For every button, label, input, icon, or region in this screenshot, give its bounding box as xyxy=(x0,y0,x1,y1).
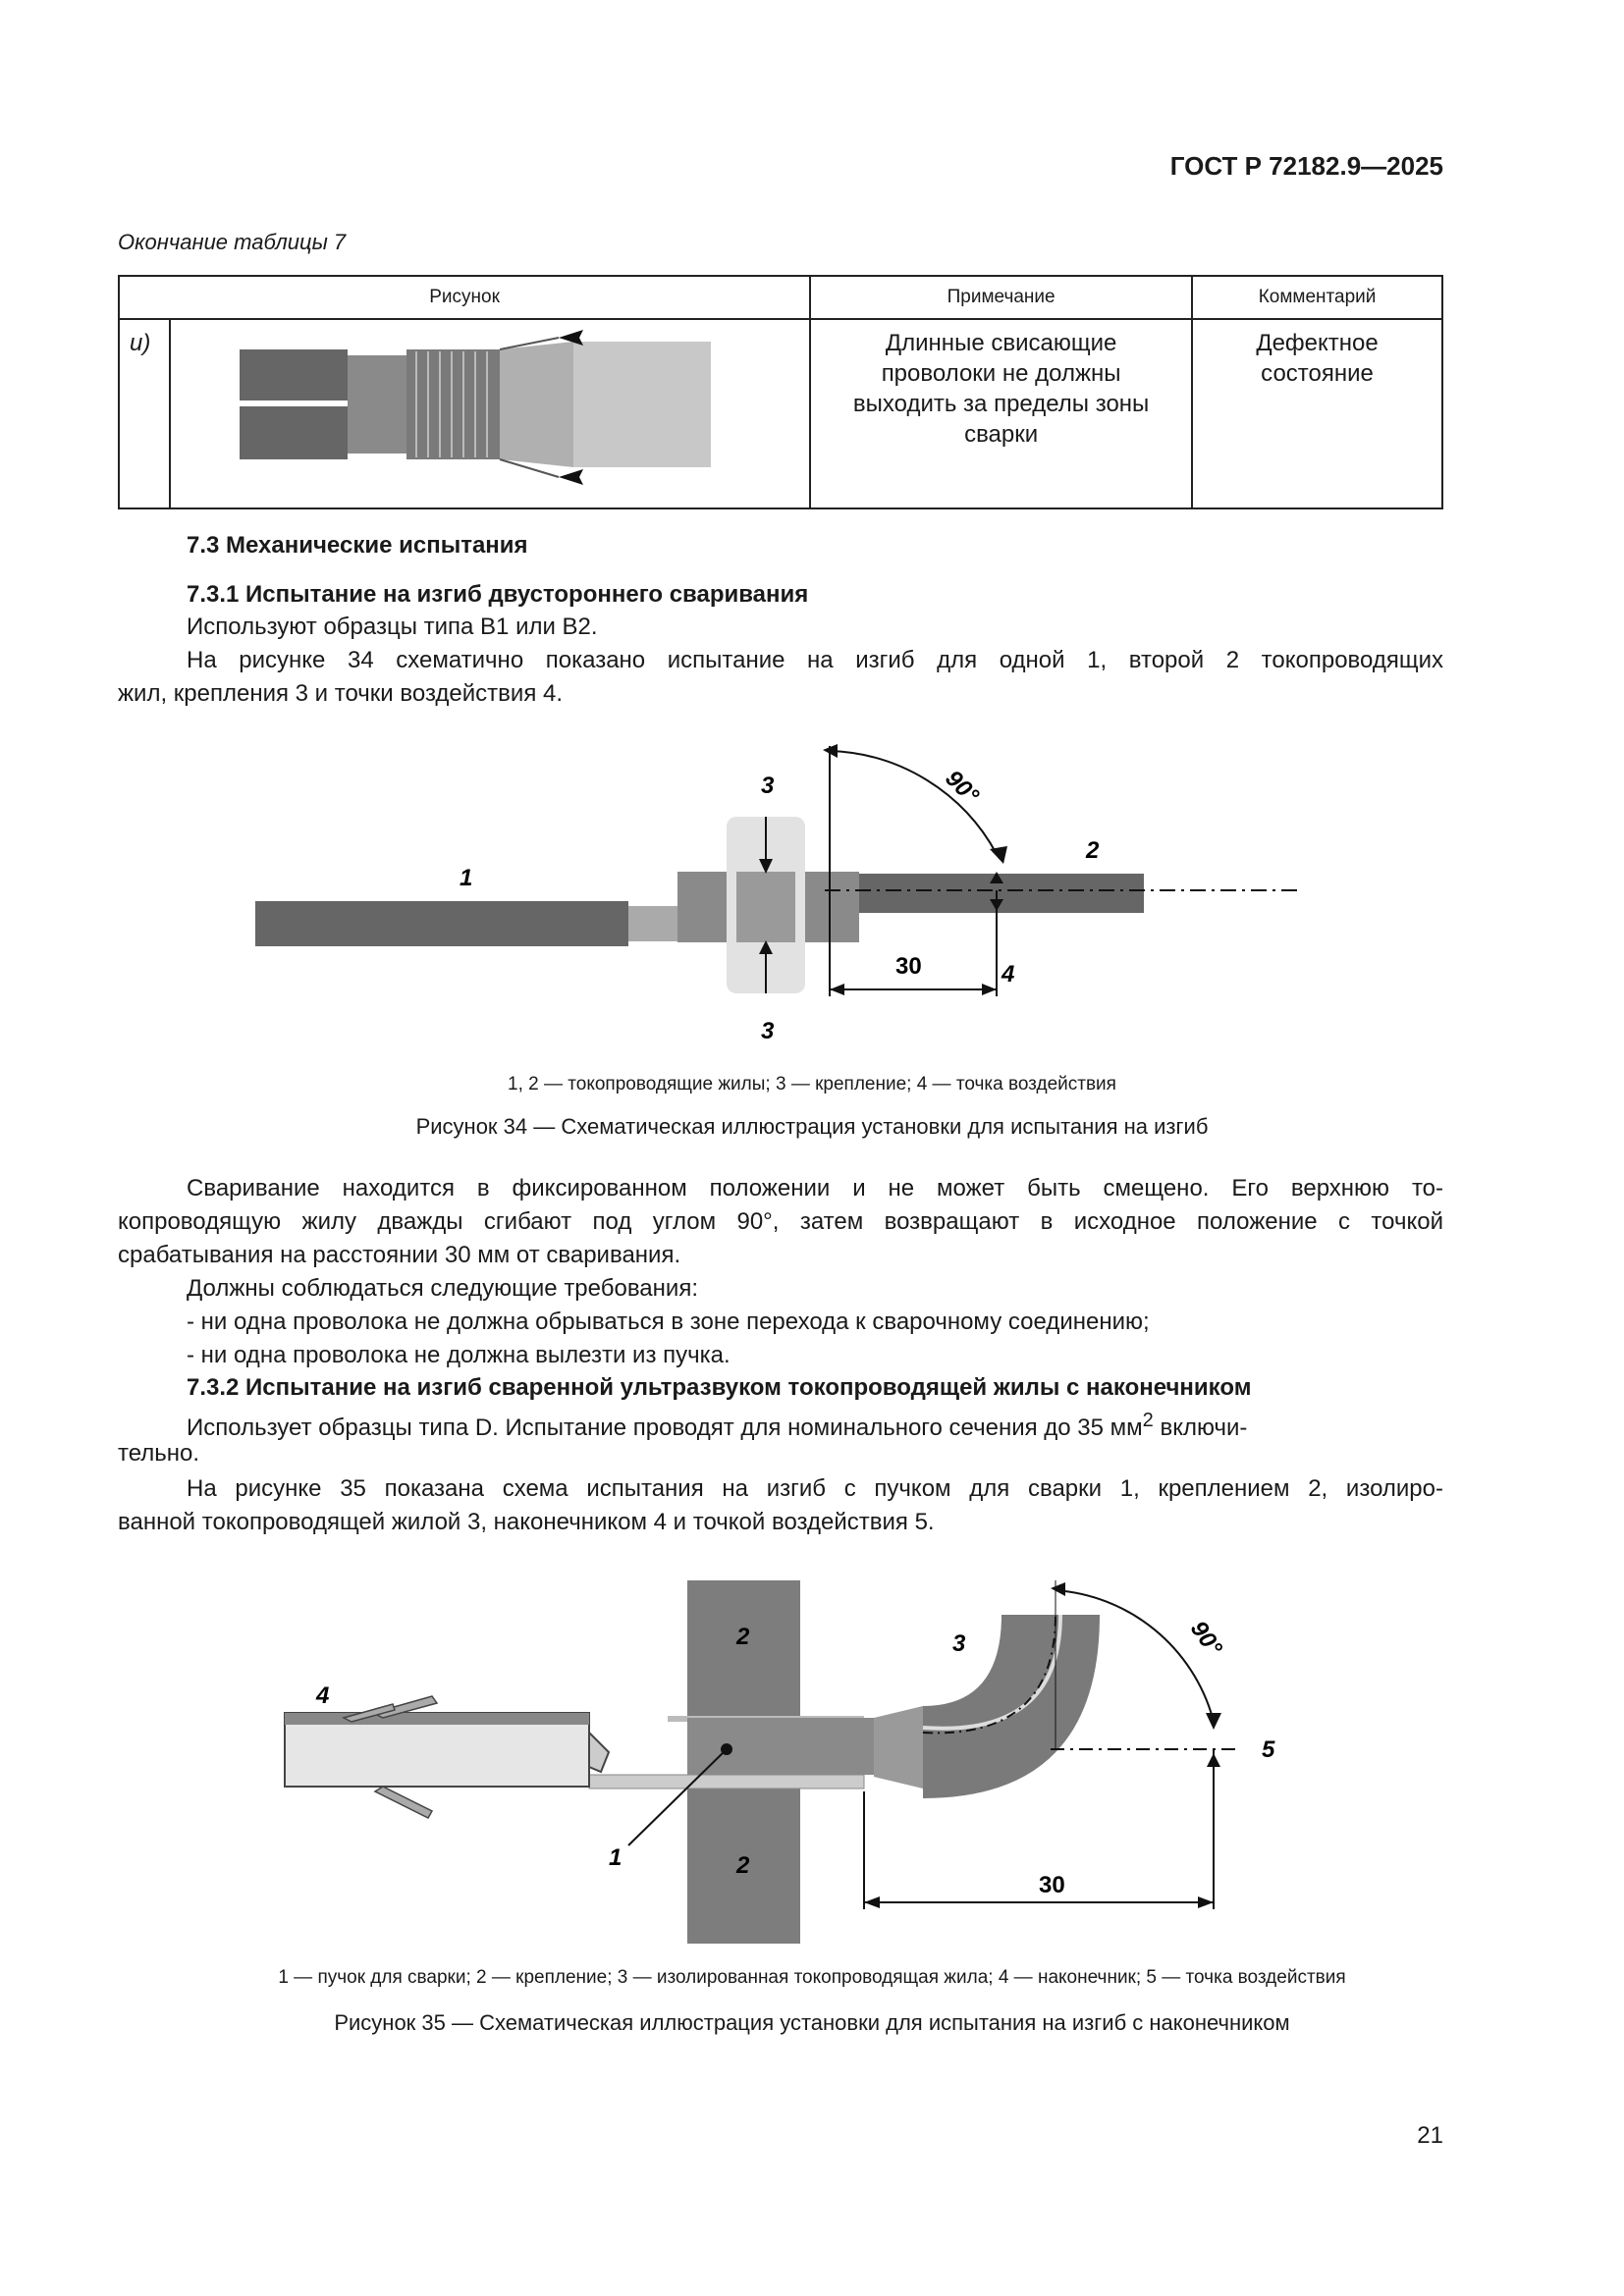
label-2-top: 2 xyxy=(736,1624,750,1650)
dimension-30: 30 xyxy=(895,953,922,980)
paragraph: срабатывания на расстоянии 30 мм от сваривания. xyxy=(118,1242,681,1268)
paragraph: На рисунке 35 показана схема испытания на изгиб с пучком для сварки 1, креплением 2, изолиро- xyxy=(187,1475,1443,1502)
document-header: ГОСТ Р 72182.9—2025 xyxy=(1169,151,1443,181)
wire-1 xyxy=(255,901,628,946)
figure-34-legend: 1, 2 — токопроводящие жилы; 3 — крепление; 4 — точка воздействия xyxy=(508,1074,1116,1095)
comment-cell: Дефектное состояние xyxy=(1192,319,1442,508)
paragraph: Должны соблюдаться следующие требования: xyxy=(187,1275,698,1302)
angle-label: 90° xyxy=(940,765,985,810)
paragraph: Сваривание находится в фиксированном положении и не может быть смещено. Его верхнюю то- xyxy=(187,1175,1443,1201)
col-header-figure: Рисунок xyxy=(119,276,810,319)
defect-wire-figure xyxy=(171,320,809,497)
table-7 xyxy=(118,275,1443,509)
table-caption: Окончание таблицы 7 xyxy=(118,230,347,254)
angle-label: 90° xyxy=(1184,1616,1227,1661)
list-item: - ни одна проволока не должна вылезти из пучка. xyxy=(187,1342,731,1368)
list-item: - ни одна проволока не должна обрываться в зоне перехода к сварочному соединению; xyxy=(187,1308,1150,1335)
label-1: 1 xyxy=(609,1844,623,1871)
insulated-wire xyxy=(923,1615,1100,1798)
label-2: 2 xyxy=(1086,837,1100,864)
paragraph: Используют образцы типа В1 или В2. xyxy=(187,614,598,640)
section-7-3-1-title: 7.3.1 Испытание на изгиб двустороннего сваривания xyxy=(187,581,809,608)
label-1: 1 xyxy=(460,865,473,891)
row-label: и) xyxy=(119,319,170,508)
figure-35-caption: Рисунок 35 — Схематическая иллюстрация установки для испытания на изгиб с наконечником xyxy=(334,2010,1290,2035)
figure-34-caption: Рисунок 34 — Схематическая иллюстрация установки для испытания на изгиб xyxy=(415,1114,1209,1139)
table-figure-cell xyxy=(170,319,810,508)
label-3-top: 3 xyxy=(761,773,775,799)
weld-zone xyxy=(406,349,500,459)
terminal xyxy=(573,342,711,467)
label-4: 4 xyxy=(1001,961,1015,988)
label-3: 3 xyxy=(952,1630,966,1657)
figure-35 xyxy=(255,1571,1335,1963)
paragraph: жил, крепления 3 и точки воздействия 4. xyxy=(118,680,563,707)
wire-2 xyxy=(859,874,1144,913)
figure-34 xyxy=(236,726,1355,1060)
paragraph: На рисунке 34 схематично показано испытание на изгиб для одной 1, второй 2 токопроводящих xyxy=(187,647,1443,673)
section-7-3-2-title: 7.3.2 Испытание на изгиб сваренной ультразвуком токопроводящей жилы с наконечником xyxy=(187,1374,1252,1401)
label-5: 5 xyxy=(1262,1736,1275,1763)
figure-35-legend: 1 — пучок для сварки; 2 — крепление; 3 — изолированная токопроводящая жила; 4 — наконечник; 5 — точка воздействия xyxy=(278,1967,1346,1988)
note-cell: Длинные свисающие проволоки не должны выходить за пределы зоны сварки xyxy=(810,319,1192,508)
label-3-bottom: 3 xyxy=(761,1018,775,1044)
dimension-30: 30 xyxy=(1039,1872,1065,1898)
paragraph: Использует образцы типа D. Испытание проводят для номинального сечения до 35 $мм^2$ включи- xyxy=(187,1410,1248,1441)
bare-wires xyxy=(348,355,406,454)
weld-bundle xyxy=(687,1718,874,1775)
label-2-bottom: 2 xyxy=(736,1852,750,1879)
section-7-3-title: 7.3 Механические испытания xyxy=(187,532,528,559)
arrow-icon xyxy=(559,469,583,485)
col-header-comment: Комментарий xyxy=(1192,276,1442,319)
label-4: 4 xyxy=(316,1682,330,1709)
paragraph: тельно. xyxy=(118,1440,200,1467)
paragraph: копроводящую жилу дважды сгибают под углом 90°, затем возвращают в исходное положение с точкой xyxy=(118,1208,1443,1235)
paragraph: ванной токопроводящей жилой 3, наконечником 4 и точкой воздействия 5. xyxy=(118,1509,935,1535)
page-number: 21 xyxy=(1417,2122,1443,2149)
col-header-note: Примечание xyxy=(810,276,1192,319)
